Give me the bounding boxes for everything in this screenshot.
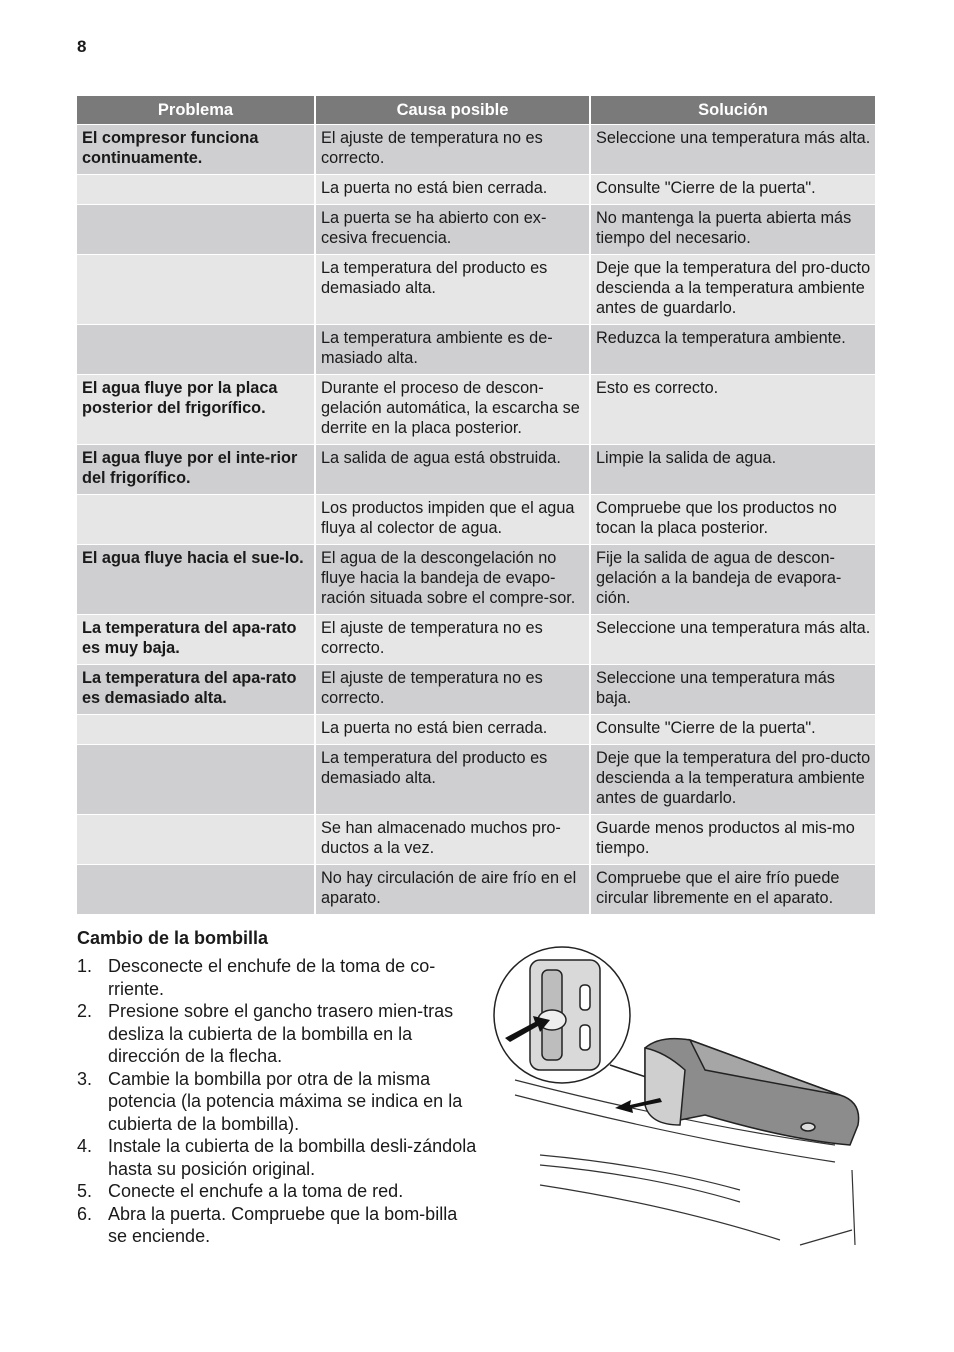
problem-cell: [77, 175, 315, 205]
cause-cell: La temperatura del producto es demasiado alta.: [315, 255, 590, 325]
cause-cell: El agua de la descongelación no fluye hacia la bandeja de evapo-ración situada sobre el compre-sor.: [315, 545, 590, 615]
table-row: [77, 175, 875, 205]
problem-cell: [77, 745, 315, 815]
cause-cell: La salida de agua está obstruida.: [315, 445, 590, 495]
cause-cell: La puerta no está bien cerrada.: [315, 175, 590, 205]
step-text: Desconecte el enchufe de la toma de co-rriente.: [108, 956, 436, 999]
solution-cell: Compruebe que el aire frío puede circular libremente en el aparato.: [590, 865, 875, 915]
cause-cell: La puerta no está bien cerrada.: [315, 715, 590, 745]
lamp-cover: [645, 1039, 859, 1145]
solution-cell: Deje que la temperatura del pro-ducto descienda a la temperatura ambiente antes de guardarlo.: [590, 255, 875, 325]
list-item: [77, 1180, 477, 1203]
solution-cell: Consulte "Cierre de la puerta".: [590, 715, 875, 745]
detail-magnifier: [494, 947, 655, 1083]
bulb-replacement-section: [77, 928, 477, 1248]
table-row: [77, 375, 875, 445]
table-row: [77, 325, 875, 375]
cause-cell: El ajuste de temperatura no es correcto.: [315, 615, 590, 665]
table-row: [77, 715, 875, 745]
problem-cell: [77, 815, 315, 865]
problem-cell: El agua fluye por el inte-rior del frigorífico.: [77, 445, 315, 495]
problem-cell: El agua fluye por la placa posterior del frigorífico.: [77, 375, 315, 445]
problem-cell: [77, 715, 315, 745]
problem-cell: La temperatura del apa-rato es muy baja.: [77, 615, 315, 665]
bulb-cover-illustration: [490, 940, 870, 1255]
problem-cell: [77, 325, 315, 375]
solution-cell: Reduzca la temperatura ambiente.: [590, 325, 875, 375]
cause-cell: Durante el proceso de descon-gelación automática, la escarcha se derrite en la placa posterior.: [315, 375, 590, 445]
table-row: [77, 815, 875, 865]
problem-cell: [77, 255, 315, 325]
step-text: Instale la cubierta de la bombilla desli-zándola hasta su posición original.: [108, 1136, 477, 1179]
table-row: [77, 745, 875, 815]
header-causa-posible: Causa posible: [315, 96, 590, 125]
step-number: 1.: [77, 956, 93, 976]
header-solucion: Solución: [590, 96, 875, 125]
step-text: Abra la puerta. Compruebe que la bom-billa se enciende.: [108, 1203, 458, 1246]
solution-cell: Guarde menos productos al mis-mo tiempo.: [590, 815, 875, 865]
step-number: 4.: [77, 1136, 93, 1156]
list-item: [77, 1135, 477, 1180]
cause-cell: Los productos impiden que el agua fluya al colector de agua.: [315, 495, 590, 545]
list-item: [77, 1068, 477, 1136]
cause-cell: La temperatura del producto es demasiado alta.: [315, 745, 590, 815]
solution-cell: Consulte "Cierre de la puerta".: [590, 175, 875, 205]
solution-cell: Esto es correcto.: [590, 375, 875, 445]
step-number: 2.: [77, 1001, 93, 1021]
problem-cell: [77, 865, 315, 915]
cause-cell: La puerta se ha abierto con ex-cesiva frecuencia.: [315, 205, 590, 255]
list-item: [77, 1000, 477, 1068]
step-number: 6.: [77, 1203, 93, 1224]
table-row: [77, 445, 875, 495]
problem-cell: [77, 495, 315, 545]
table-row: [77, 865, 875, 915]
cause-cell: El ajuste de temperatura no es correcto.: [315, 125, 590, 175]
cause-cell: El ajuste de temperatura no es correcto.: [315, 665, 590, 715]
table-row: [77, 205, 875, 255]
solution-cell: Deje que la temperatura del pro-ducto descienda a la temperatura ambiente antes de guardarlo.: [590, 745, 875, 815]
list-item: [77, 955, 477, 1000]
header-problema: Problema: [77, 96, 315, 125]
cause-cell: No hay circulación de aire frío en el aparato.: [315, 865, 590, 915]
table-row: [77, 125, 875, 175]
table-row: [77, 615, 875, 665]
section-title: Cambio de la bombilla: [77, 928, 269, 948]
solution-cell: Compruebe que los productos no tocan la placa posterior.: [590, 495, 875, 545]
steps-list: [77, 955, 477, 1248]
problem-cell: [77, 205, 315, 255]
cause-cell: Se han almacenado muchos pro-ductos a la vez.: [315, 815, 590, 865]
cause-cell: La temperatura ambiente es de-masiado alta.: [315, 325, 590, 375]
solution-cell: Seleccione una temperatura más alta.: [590, 615, 875, 665]
step-number: 5.: [77, 1181, 93, 1201]
solution-cell: Seleccione una temperatura más alta.: [590, 125, 875, 175]
problem-cell: La temperatura del apa-rato es demasiado alta.: [77, 665, 315, 715]
step-number: 3.: [77, 1068, 93, 1089]
table-row: [77, 545, 875, 615]
problem-cell: El compresor funciona continuamente.: [77, 125, 315, 175]
troubleshooting-table: [77, 96, 875, 914]
list-item: [77, 1203, 477, 1248]
problem-cell: El agua fluye hacia el sue-lo.: [77, 545, 315, 615]
table-row: [77, 495, 875, 545]
step-text: Presione sobre el gancho trasero mien-tras desliza la cubierta de la bombilla en la dirección de la flecha.: [108, 1001, 454, 1066]
table-row: [77, 255, 875, 325]
step-text: Conecte el enchufe a la toma de red.: [108, 1181, 404, 1201]
solution-cell: Limpie la salida de agua.: [590, 445, 875, 495]
page-number: 8: [77, 37, 87, 56]
table-header-row: [77, 96, 875, 125]
solution-cell: Seleccione una temperatura más baja.: [590, 665, 875, 715]
step-text: Cambie la bombilla por otra de la misma potencia (la potencia máxima se indica en la cubierta de la bombilla).: [108, 1068, 463, 1134]
table-row: [77, 665, 875, 715]
solution-cell: Fije la salida de agua de descon-gelación a la bandeja de evapora-ción.: [590, 545, 875, 615]
solution-cell: No mantenga la puerta abierta más tiempo del necesario.: [590, 205, 875, 255]
